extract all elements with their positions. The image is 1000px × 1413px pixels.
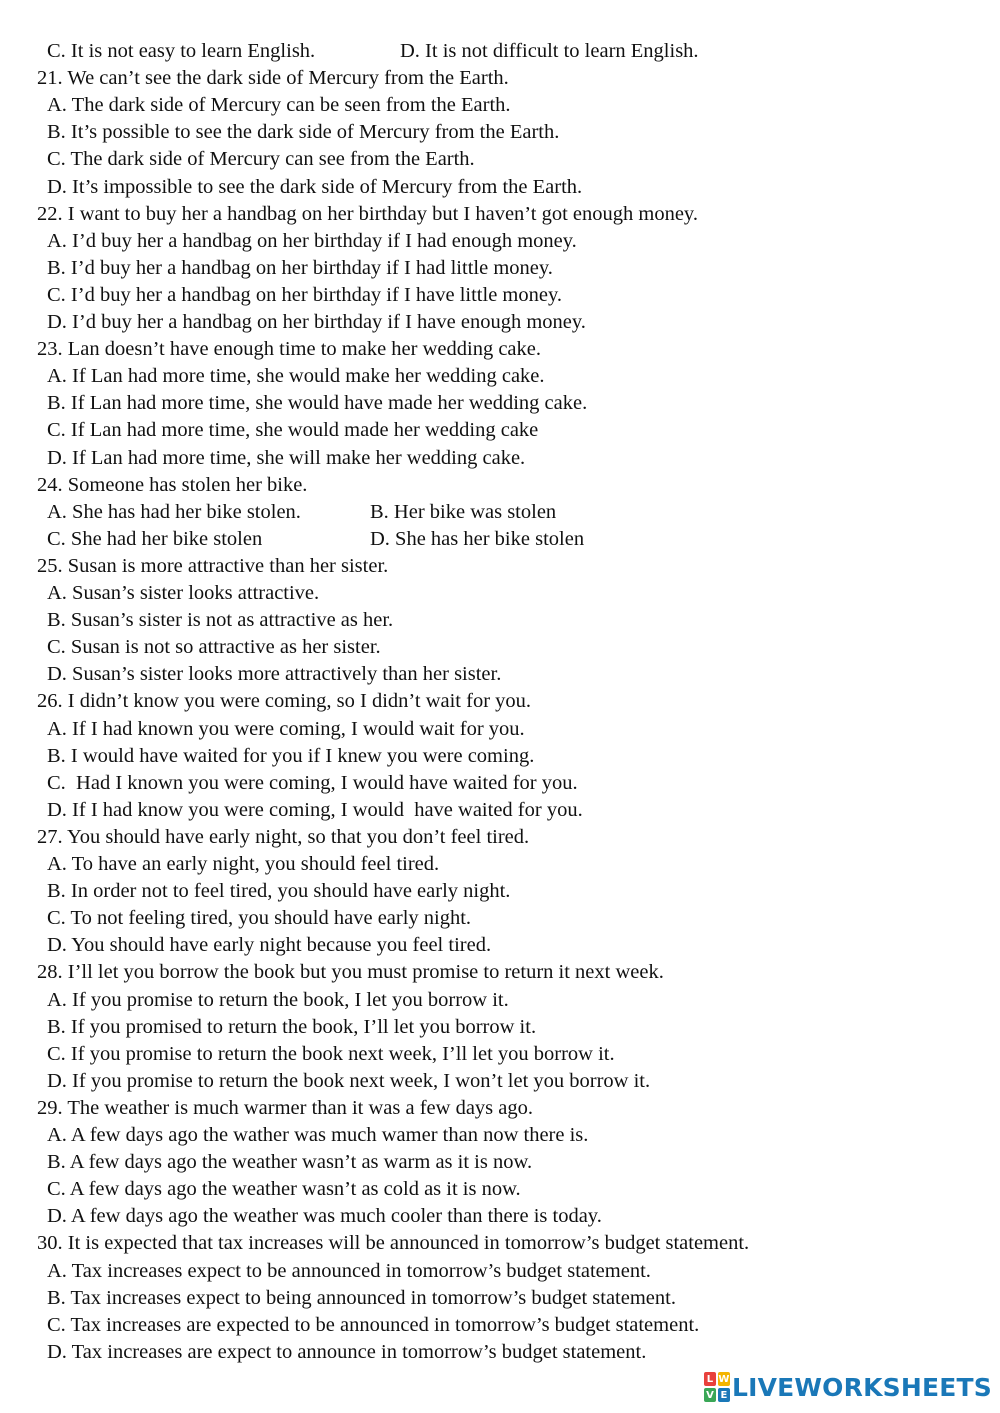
answer-option: B. In order not to feel tired, you should have early night. bbox=[47, 880, 511, 903]
answer-option: D. You should have early night because you feel tired. bbox=[47, 934, 492, 957]
answer-option: A. Susan’s sister looks attractive. bbox=[47, 582, 320, 604]
answer-option: A. Tax increases expect to be announced in tomorrow’s budget statement. bbox=[47, 1259, 651, 1282]
answer-option: C. It is not easy to learn English. bbox=[47, 40, 316, 62]
question-stem: 26. I didn’t know you were coming, so I didn’t wait for you. bbox=[37, 690, 532, 713]
answer-option: D. If you promise to return the book next week, I won’t let you borrow it. bbox=[47, 1069, 651, 1092]
logo-tile: W bbox=[718, 1373, 730, 1385]
question-stem: 28. I’ll let you borrow the book but you must promise to return it next week. bbox=[37, 961, 664, 984]
answer-option: B. If you promised to return the book, I’ll let you borrow it. bbox=[47, 1015, 537, 1038]
question-stem: 22. I want to buy her a handbag on her birthday but I haven’t got enough money. bbox=[37, 202, 698, 225]
answer-option: A. A few days ago the wather was much wamer than now there is. bbox=[47, 1124, 589, 1146]
answer-option: C. Susan is not so attractive as her sister. bbox=[47, 636, 381, 659]
answer-option: B. If Lan had more time, she would have made her wedding cake. bbox=[47, 392, 588, 415]
answer-option: A. She has had her bike stolen. bbox=[47, 500, 301, 523]
answer-option: C. I’d buy her a handbag on her birthday if I have little money. bbox=[47, 283, 563, 306]
question-stem: 24. Someone has stolen her bike. bbox=[37, 473, 308, 496]
answer-option: B. It’s possible to see the dark side of Mercury from the Earth. bbox=[47, 121, 560, 144]
answer-option: C. If you promise to return the book next week, I’ll let you borrow it. bbox=[47, 1042, 615, 1065]
answer-option: D. Susan’s sister looks more attractively than her sister. bbox=[47, 663, 502, 686]
answer-option: C. She had her bike stolen bbox=[47, 527, 263, 550]
answer-option: D. Tax increases are expect to announce in tomorrow’s budget statement. bbox=[47, 1340, 647, 1363]
answer-option: A. If Lan had more time, she would make her wedding cake. bbox=[47, 365, 545, 388]
answer-option: A. If I had known you were coming, I would wait for you. bbox=[47, 717, 525, 740]
brand-wordmark: LIVEWORKSHEETS bbox=[731, 1372, 992, 1402]
answer-option: A. If you promise to return the book, I let you borrow it. bbox=[47, 988, 509, 1011]
logo-tile: L bbox=[704, 1372, 716, 1386]
answer-option: D. If I had know you were coming, I would have waited for you. bbox=[47, 798, 583, 821]
answer-option: C. A few days ago the weather wasn’t as cold as it is now. bbox=[47, 1178, 521, 1201]
answer-option: C. The dark side of Mercury can see from the Earth. bbox=[47, 148, 475, 171]
answer-option: C. Had I known you were coming, I would have waited for you. bbox=[47, 771, 578, 794]
answer-option: A. I’d buy her a handbag on her birthday if I had enough money. bbox=[47, 229, 577, 252]
answer-option-row bbox=[0, 499, 1000, 526]
question-stem: 29. The weather is much warmer than it was a few days ago. bbox=[37, 1096, 534, 1119]
answer-option: A. To have an early night, you should feel tired. bbox=[47, 853, 440, 875]
answer-option: B. A few days ago the weather wasn’t as warm as it is now. bbox=[47, 1151, 533, 1174]
answer-option: C. If Lan had more time, she would made her wedding cake bbox=[47, 419, 539, 442]
answer-option: D. It is not difficult to learn English. bbox=[400, 40, 699, 62]
logo-tile: E bbox=[718, 1388, 730, 1402]
answer-option: C. Tax increases are expected to be announced in tomorrow’s budget statement. bbox=[47, 1313, 700, 1336]
logo-tile: V bbox=[704, 1388, 716, 1402]
answer-option: B. Tax increases expect to being announced in tomorrow’s budget statement. bbox=[47, 1286, 676, 1309]
question-stem: 25. Susan is more attractive than her sister. bbox=[37, 554, 389, 577]
answer-option-row bbox=[0, 526, 1000, 553]
liveworksheets-brand[interactable] bbox=[704, 1367, 992, 1407]
answer-option: D. She has her bike stolen bbox=[370, 527, 585, 550]
answer-option: B. Her bike was stolen bbox=[370, 500, 557, 523]
answer-option: A. The dark side of Mercury can be seen from the Earth. bbox=[47, 94, 511, 117]
question-stem: 27. You should have early night, so that you don’t feel tired. bbox=[37, 825, 530, 848]
answer-option: B. Susan’s sister is not as attractive as her. bbox=[47, 609, 394, 632]
answer-option: B. I’d buy her a handbag on her birthday if I had little money. bbox=[47, 256, 553, 279]
question-stem: 21. We can’t see the dark side of Mercury from the Earth. bbox=[37, 67, 509, 90]
answer-option: D. It’s impossible to see the dark side of Mercury from the Earth. bbox=[47, 175, 583, 198]
liveworksheets-logo-icon bbox=[704, 1372, 730, 1402]
answer-option: C. To not feeling tired, you should have early night. bbox=[47, 907, 472, 930]
answer-option-row bbox=[0, 38, 1000, 65]
question-stem: 23. Lan doesn’t have enough time to make her wedding cake. bbox=[37, 338, 541, 361]
answer-option: D. A few days ago the weather was much cooler than there is today. bbox=[47, 1205, 602, 1228]
answer-option: B. I would have waited for you if I knew you were coming. bbox=[47, 744, 535, 767]
answer-option: D. I’d buy her a handbag on her birthday if I have enough money. bbox=[47, 311, 586, 333]
question-stem: 30. It is expected that tax increases will be announced in tomorrow’s budget statement. bbox=[37, 1232, 750, 1255]
answer-option: D. If Lan had more time, she will make her wedding cake. bbox=[47, 446, 526, 469]
